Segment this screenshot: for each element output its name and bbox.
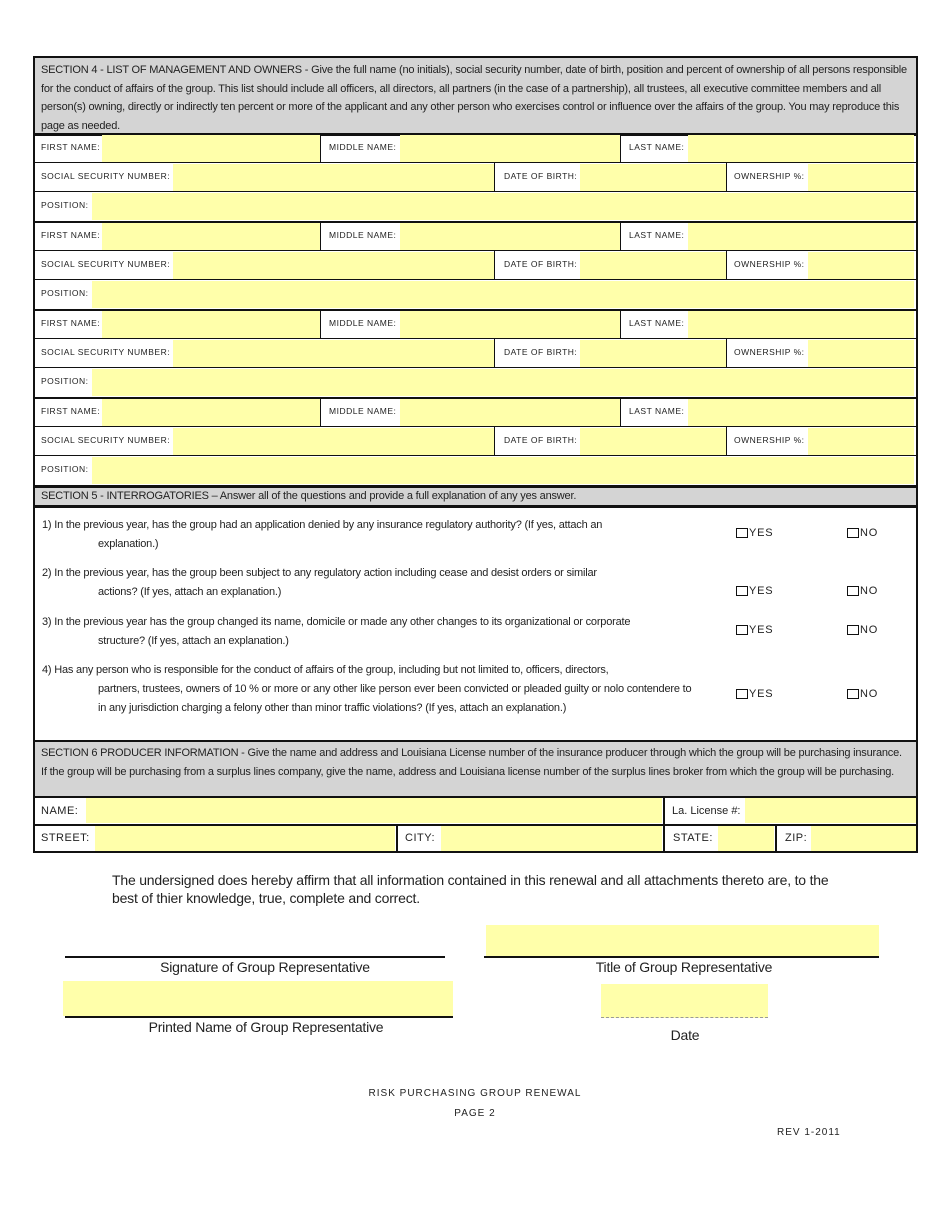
ownership-input[interactable] (808, 164, 914, 191)
first_name-label: FIRST NAME: (41, 406, 101, 416)
position-label: POSITION: (41, 288, 89, 298)
dob-input[interactable] (580, 428, 726, 455)
ownership-input[interactable] (808, 340, 914, 367)
ssn-label: SOCIAL SECURITY NUMBER: (41, 171, 171, 181)
producer-name-input[interactable] (86, 798, 662, 823)
question-3 (42, 613, 692, 651)
section5-header: SECTION 5 - INTERROGATORIES – Answer all of the questions and provide a full explanation of any yes answer. (41, 490, 577, 502)
producer-name-label: NAME: (41, 805, 79, 817)
ownership-label: OWNERSHIP %: (734, 435, 805, 445)
yes-checkbox[interactable] (736, 688, 773, 700)
ssn-input[interactable] (173, 428, 494, 455)
question-text: 4) Has any person who is responsible for the conduct of affairs of the group, including but not limited to, officers, directors, (42, 664, 609, 676)
yes-checkbox[interactable] (736, 585, 773, 597)
section6-header: SECTION 6 PRODUCER INFORMATION - Give the name and address and Louisiana License number of the insurance producer through which the group will be purchasing insurance. If the group will be purchasing from a surplus lines company, give the name, address and Louisiana license number of the surplus lines broker from which the group will be purchasing. (41, 747, 902, 778)
footer-title: RISK PURCHASING GROUP RENEWAL (368, 1088, 582, 1099)
last_name-label: LAST NAME: (629, 318, 685, 328)
printed-name-input[interactable] (63, 981, 453, 1016)
question-4 (42, 661, 692, 718)
middle_name-input[interactable] (400, 399, 620, 426)
state-input[interactable] (718, 826, 774, 851)
street-input[interactable] (95, 826, 395, 851)
position-label: POSITION: (41, 464, 89, 474)
dob-label: DATE OF BIRTH: (504, 435, 578, 445)
question-text-cont: structure? (If yes, attach an explanation.) (98, 635, 289, 647)
section4-header: SECTION 4 - LIST OF MANAGEMENT AND OWNERS - Give the full name (no initials), social security number, date of birth, position and percent of ownership of all persons responsible for the conduct of affairs of the group. This list should include all officers, all directors, all partners (in the case of a partnership), all trustees, all executive committee members and all person(s) owning, directly or indirectly ten percent or more of the applicant and any other person who exercises control or influence over the affairs of the group. You may reproduce this page as needed. (41, 64, 907, 132)
checkbox-icon[interactable] (847, 528, 859, 538)
question-text: 3) In the previous year has the group changed its name, domicile or made any other changes to its organizational or corporate (42, 616, 631, 628)
checkbox-icon[interactable] (736, 586, 748, 596)
signature-label: Signature of Group Representative (160, 959, 370, 975)
position-label: POSITION: (41, 200, 89, 210)
last_name-input[interactable] (688, 399, 914, 426)
ownership-label: OWNERSHIP %: (734, 347, 805, 357)
question-text: 1) In the previous year, has the group had an application denied by any insurance regulatory authority? (If yes, attach an (42, 519, 603, 531)
position-input[interactable] (92, 457, 914, 484)
dob-label: DATE OF BIRTH: (504, 171, 578, 181)
first_name-input[interactable] (102, 399, 320, 426)
middle_name-label: MIDDLE NAME: (329, 318, 397, 328)
dob-input[interactable] (580, 164, 726, 191)
position-input[interactable] (92, 281, 914, 308)
question-2 (42, 564, 692, 602)
footer-rev: REV 1-2011 (777, 1127, 841, 1138)
middle_name-input[interactable] (400, 223, 620, 250)
license-input[interactable] (745, 798, 916, 823)
street-label: STREET: (41, 832, 90, 844)
city-input[interactable] (441, 826, 662, 851)
license-label: La. License #: (672, 805, 741, 817)
title-input[interactable] (486, 925, 879, 956)
title-label: Title of Group Representative (595, 959, 773, 975)
question-text: 2) In the previous year, has the group been subject to any regulatory action including cease and desist orders or similar (42, 567, 597, 579)
middle_name-label: MIDDLE NAME: (329, 406, 397, 416)
last_name-input[interactable] (688, 223, 914, 250)
checkbox-icon[interactable] (736, 528, 748, 538)
first_name-input[interactable] (102, 311, 320, 338)
middle_name-input[interactable] (400, 311, 620, 338)
dob-input[interactable] (580, 252, 726, 279)
first_name-label: FIRST NAME: (41, 230, 101, 240)
position-input[interactable] (92, 193, 914, 220)
no-label: NO (860, 688, 879, 700)
last_name-input[interactable] (688, 311, 914, 338)
ssn-label: SOCIAL SECURITY NUMBER: (41, 347, 171, 357)
footer-page: PAGE 2 (454, 1108, 496, 1119)
last_name-input[interactable] (688, 135, 914, 162)
ownership-input[interactable] (808, 428, 914, 455)
no-checkbox[interactable] (847, 527, 878, 539)
ownership-label: OWNERSHIP %: (734, 171, 805, 181)
dob-input[interactable] (580, 340, 726, 367)
ssn-label: SOCIAL SECURITY NUMBER: (41, 435, 171, 445)
printed-name-label: Printed Name of Group Representative (148, 1019, 384, 1035)
middle_name-label: MIDDLE NAME: (329, 230, 397, 240)
yes-checkbox[interactable] (736, 624, 773, 636)
first_name-label: FIRST NAME: (41, 318, 101, 328)
yes-label: YES (749, 527, 774, 539)
no-label: NO (860, 624, 879, 636)
affirmation-text: The undersigned does hereby affirm that all information contained in this renewal and all attachments thereto are, to the best of thier knowledge, true, complete and correct. (112, 872, 829, 906)
no-label: NO (860, 585, 879, 597)
no-checkbox[interactable] (847, 624, 878, 636)
ownership-input[interactable] (808, 252, 914, 279)
ssn-input[interactable] (173, 164, 494, 191)
yes-label: YES (749, 585, 774, 597)
middle_name-label: MIDDLE NAME: (329, 142, 397, 152)
city-label: CITY: (405, 832, 436, 844)
checkbox-icon[interactable] (847, 689, 859, 699)
ownership-label: OWNERSHIP %: (734, 259, 805, 269)
question-1 (42, 516, 692, 554)
dob-label: DATE OF BIRTH: (504, 259, 578, 269)
position-label: POSITION: (41, 376, 89, 386)
yes-label: YES (749, 624, 774, 636)
zip-label: ZIP: (785, 832, 808, 844)
yes-label: YES (749, 688, 774, 700)
yes-checkbox[interactable] (736, 527, 773, 539)
zip-input[interactable] (811, 826, 916, 851)
last_name-label: LAST NAME: (629, 230, 685, 240)
middle_name-input[interactable] (400, 135, 620, 162)
last_name-label: LAST NAME: (629, 142, 685, 152)
first_name-input[interactable] (102, 135, 320, 162)
first_name-input[interactable] (102, 223, 320, 250)
position-input[interactable] (92, 369, 914, 396)
no-checkbox[interactable] (847, 688, 878, 700)
date-input[interactable] (601, 984, 768, 1018)
ssn-label: SOCIAL SECURITY NUMBER: (41, 259, 171, 269)
question-text-cont: actions? (If yes, attach an explanation.) (98, 586, 282, 598)
first_name-label: FIRST NAME: (41, 142, 101, 152)
no-label: NO (860, 527, 879, 539)
last_name-label: LAST NAME: (629, 406, 685, 416)
date-label: Date (670, 1027, 700, 1043)
checkbox-icon[interactable] (736, 689, 748, 699)
ssn-input[interactable] (173, 252, 494, 279)
question-text-cont: partners, trustees, owners of 10 % or more or any other like person ever been convicted or pleaded guilty or nolo contendere to in any jurisdiction charging a felony other than minor traffic violations? (If yes, attach an explanation.) (98, 683, 692, 714)
no-checkbox[interactable] (847, 585, 878, 597)
signature-line[interactable] (65, 956, 445, 958)
ssn-input[interactable] (173, 340, 494, 367)
state-label: STATE: (673, 832, 713, 844)
dob-label: DATE OF BIRTH: (504, 347, 578, 357)
checkbox-icon[interactable] (736, 625, 748, 635)
checkbox-icon[interactable] (847, 586, 859, 596)
question-text-cont: explanation.) (98, 538, 159, 550)
checkbox-icon[interactable] (847, 625, 859, 635)
